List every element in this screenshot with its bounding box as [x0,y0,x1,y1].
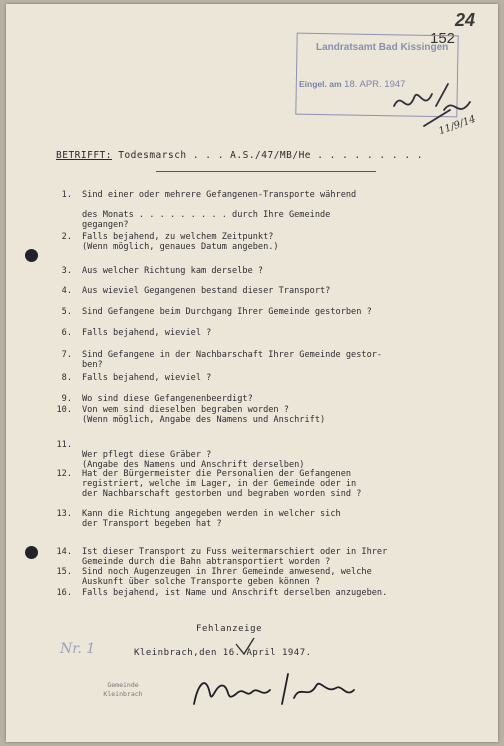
question-text: (Angabe des Namens und Anschrift derselben) [82,460,305,470]
question-text: Auskunft über solche Transporte geben können ? [82,577,320,587]
question-text: des Monats . . . . . . . . . durch Ihre Gemeinde [82,210,331,220]
document-page [6,4,498,742]
question-text: Wo sind diese Gefangenenbeerdigt? [82,394,253,404]
question-number: 12. [56,469,72,479]
question-number: 1. [61,190,72,200]
question-number: 4. [61,286,72,296]
question-number: 16. [56,588,72,598]
folio-number: 24 [455,10,476,30]
handwritten-ref: 11/9/14 [437,113,478,138]
question-text: Kann die Richtung angegeben werden in welcher sich [82,509,341,519]
question-text: Falls bejahend, zu welchem Zeitpunkt? [82,232,274,242]
signature [186,664,366,714]
question-number: 2. [61,232,72,242]
question-text: Gemeinde durch die Bahn abtransportiert worden ? [82,557,331,567]
question-text: Falls bejahend, wieviel ? [82,373,212,383]
question-text: Falls bejahend, wieviel ? [82,328,212,338]
question-text: der Nachbarschaft gestorben und begraben worden sind ? [82,489,362,499]
question-text: Von wem sind dieselben begraben worden ? [82,405,289,415]
question-number: 13. [56,509,72,519]
question-text: Aus welcher Richtung kam derselbe ? [82,266,264,276]
subject-line [56,150,423,161]
question-text: der Transport begeben hat ? [82,519,222,529]
question-text: Hat der Bürgermeister die Personalien der Gefangenen [82,469,352,479]
question-text: (Wenn möglich, genaues Datum angeben.) [82,242,279,252]
received-stamp-title: Landratsamt Bad Kissingen [316,42,449,53]
question-number: 5. [61,307,72,317]
question-number: 10. [56,405,72,415]
received-date: 18. APR. 1947 [344,79,406,90]
question-text: Sind Gefangene beim Durchgang Ihrer Gemeinde gestorben ? [82,307,372,317]
subject-divider [156,171,376,172]
punch-hole [25,249,38,262]
question-number: 7. [61,350,72,360]
municipal-stamp [96,681,150,719]
question-text: Ist dieser Transport zu Fuss weitermarschiert oder in Ihrer [82,547,388,557]
question-number: 14. [56,547,72,557]
question-text: Sind Gefangene in der Nachbarschaft Ihrer Gemeinde gestor- [82,350,383,360]
response-text: Fehlanzeige [196,624,263,634]
municipal-stamp-line1: Gemeinde [107,681,139,689]
municipal-stamp-line2: Kleinbrach [103,690,143,698]
question-number: 15. [56,567,72,577]
question-number: 11. [56,440,72,450]
question-text: ben? [82,360,103,370]
received-label: Eingel. am [299,79,342,89]
punch-hole [25,546,38,559]
subject-label: BETRIFFT: [56,150,112,161]
question-text: Wer pflegt diese Gräber ? [82,450,212,460]
question-text: (Wenn möglich, Angabe des Namens und Anschrift) [82,415,326,425]
question-text: Falls bejahend, ist Name und Anschrift derselben anzugeben. [82,588,388,598]
question-text: gegangen? [82,220,129,230]
question-text: Sind einer oder mehrere Gefangenen-Transporte während [82,190,357,200]
question-text: Sind noch Augenzeugen in Ihrer Gemeinde anwesend, welche [82,567,372,577]
page-number: 152 [430,30,456,47]
question-text: registriert, welche im Lager, in der Gemeinde oder in [82,479,357,489]
bottom-left-note: Nr. 1 [60,641,96,657]
question-number: 6. [61,328,72,338]
question-text: Aus wieviel Gegangenen bestand dieser Transport? [82,286,331,296]
question-number: 3. [61,266,72,276]
place-date: Kleinbrach,den 16. April 1947. [134,648,312,658]
question-number: 8. [61,373,72,383]
question-number: 9. [61,394,72,404]
subject-text: Todesmarsch . . . A.S./47/MB/He . . . . . . . . . [118,150,423,161]
